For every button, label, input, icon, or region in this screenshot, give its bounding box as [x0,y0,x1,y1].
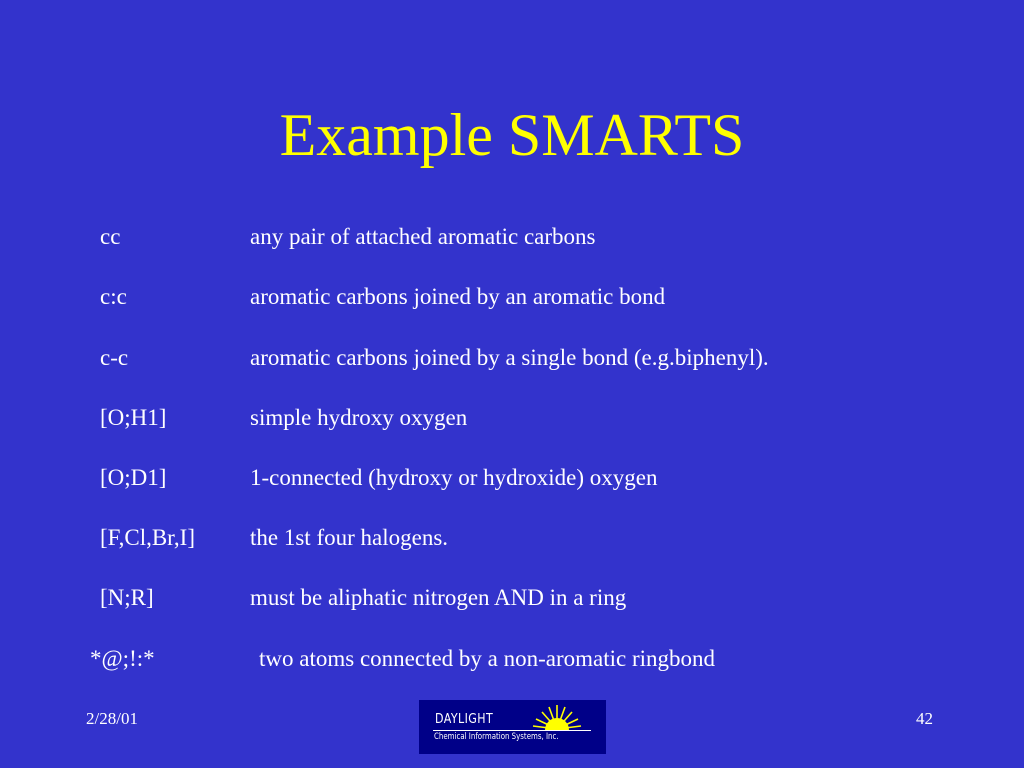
smarts-description: any pair of attached aromatic carbons [250,224,596,249]
logo-divider [433,730,591,731]
smarts-row [0,342,1024,374]
daylight-logo [419,700,606,754]
smarts-pattern: *@;!:* [90,646,155,671]
smarts-description: aromatic carbons joined by an aromatic bond [250,284,666,309]
smarts-pattern: [N;R] [100,585,154,610]
smarts-row [0,221,1024,253]
smarts-pattern: [O;D1] [100,465,167,490]
smarts-description: simple hydroxy oxygen [250,405,468,430]
smarts-pattern: [F,Cl,Br,I] [100,525,195,550]
sun-icon [531,703,583,731]
footer-date: 2/28/01 [86,709,138,728]
logo-name: DAYLIGHT [435,712,494,727]
logo-tagline: Chemical Information Systems, Inc. [434,732,559,742]
smarts-row [0,643,1024,675]
smarts-row [0,522,1024,554]
smarts-pattern: c-c [100,345,129,370]
smarts-description: the 1st four halogens. [250,525,449,550]
smarts-row [0,402,1024,434]
slide-title: Example SMARTS [279,102,745,168]
smarts-description: two atoms connected by a non-aromatic ringbond [259,646,716,671]
smarts-description: aromatic carbons joined by a single bond (e.g.biphenyl). [250,345,769,370]
smarts-row [0,582,1024,614]
page-number: 42 [916,709,933,728]
smarts-pattern: c:c [100,284,127,309]
smarts-description: 1-connected (hydroxy or hydroxide) oxygen [250,465,658,490]
smarts-pattern: [O;H1] [100,405,167,430]
smarts-pattern: cc [100,224,121,249]
smarts-description: must be aliphatic nitrogen AND in a ring [250,585,627,610]
smarts-row [0,462,1024,494]
smarts-row [0,281,1024,313]
